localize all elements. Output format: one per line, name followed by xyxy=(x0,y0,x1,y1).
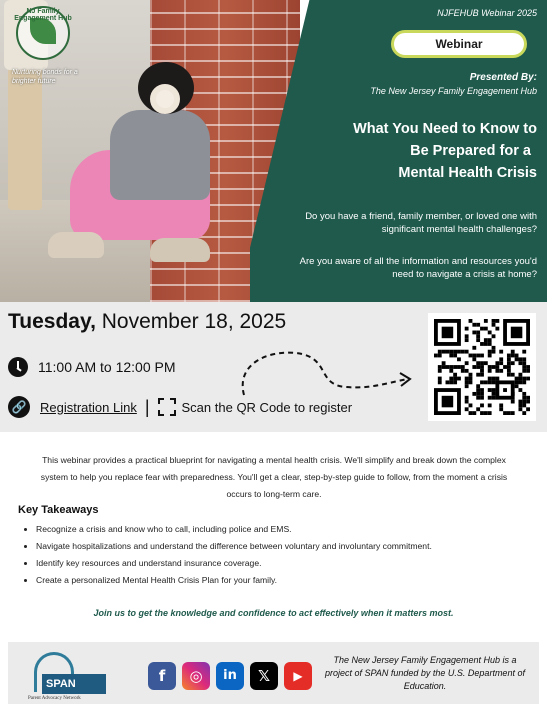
dashed-arrow-icon xyxy=(236,345,416,405)
title-line: Mental Health Crisis xyxy=(398,165,537,181)
facebook-icon[interactable]: f xyxy=(148,662,176,690)
presented-by-label: Presented By: xyxy=(469,72,537,83)
time-row xyxy=(8,356,176,378)
photo-girl-body xyxy=(110,110,210,200)
event-day: Tuesday, xyxy=(8,310,96,333)
takeaway-item: • Recognize a crisis and know who to call, including police and EMS. xyxy=(36,521,532,538)
qr-code-icon xyxy=(434,319,530,415)
photo-shoe-right xyxy=(150,238,210,262)
event-time: 11:00 AM to 12:00 PM xyxy=(38,359,176,375)
takeaway-item: • Identify key resources and understand insurance coverage. xyxy=(36,555,532,572)
x-icon[interactable]: 𝕏 xyxy=(250,662,278,690)
social-links xyxy=(148,662,312,690)
span-subtitle: Parent Advocacy Network xyxy=(28,696,81,701)
closing-statement: Join us to get the knowledge and confidence to act effectively when it matters most. xyxy=(93,608,454,618)
key-takeaways-title: Key Takeaways xyxy=(18,504,99,516)
link-icon: 🔗 xyxy=(8,396,30,418)
headphones-icon xyxy=(150,84,180,114)
question-1: Do you have a friend, family member, or loved one with significant mental health challenges? xyxy=(305,211,537,235)
photo-shoe-left xyxy=(48,232,104,258)
logo-tagline: Nurturing bonds for a brighter future xyxy=(12,69,78,85)
linkedin-icon[interactable]: in xyxy=(216,662,244,690)
youtube-icon[interactable]: ▶ xyxy=(284,662,312,690)
span-logo xyxy=(24,652,114,700)
qr-code[interactable] xyxy=(428,313,536,421)
key-takeaways-list xyxy=(22,521,532,589)
title-line: What You Need to Know to xyxy=(353,121,537,137)
clock-icon xyxy=(8,357,28,377)
scan-qr-text: Scan the QR Code to register xyxy=(181,399,353,415)
takeaway-item: • Create a personalized Mental Health Crisis Plan for your family. xyxy=(36,572,532,589)
span-name: SPAN xyxy=(42,674,106,694)
hub-logo xyxy=(6,6,80,92)
footer xyxy=(8,642,539,704)
registration-link[interactable]: Registration Link xyxy=(40,399,137,415)
webinar-description: This webinar provides a practical blueprint for navigating a mental health crisis. We'll simplify and break down the complex system to help you replace fear with preparedness. You'll get a clear, step-by-step guide to follow, from the moment a crisis occurs to long-term care. xyxy=(40,455,508,499)
takeaway-item: • Navigate hospitalizations and understand the difference between voluntary and involuntary commitment. xyxy=(36,538,532,555)
separator: | xyxy=(144,396,150,417)
hero-section xyxy=(0,0,547,302)
logo-arc-text: NJ Family Engagement Hub xyxy=(14,8,72,22)
presenter-name: The New Jersey Family Engagement Hub xyxy=(370,86,537,96)
instagram-icon[interactable]: ◎ xyxy=(182,662,210,690)
event-title xyxy=(290,118,537,184)
scan-icon xyxy=(158,398,176,416)
event-date-text: November 18, 2025 xyxy=(101,310,287,333)
title-line: Be Prepared for a xyxy=(410,143,531,159)
question-2: Are you aware of all the information and resources you'd need to navigate a crisis at home? xyxy=(299,256,537,280)
funding-statement: The New Jersey Family Engagement Hub is a project of SPAN funded by the U.S. Department of Education. xyxy=(325,655,525,691)
event-date xyxy=(8,310,286,334)
green-panel-content xyxy=(290,0,537,302)
webinar-button[interactable]: Webinar xyxy=(391,30,527,58)
webinar-tag: NJFEHUB Webinar 2025 xyxy=(437,8,537,18)
